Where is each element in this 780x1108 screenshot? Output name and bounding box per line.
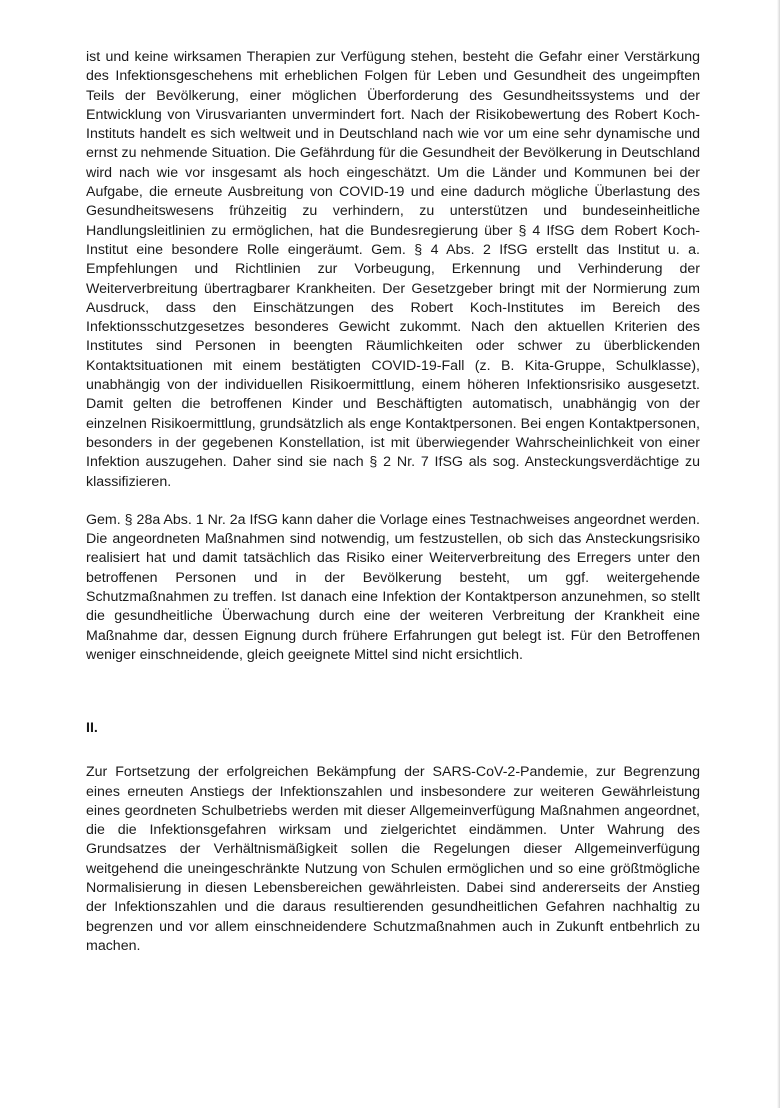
section-heading: II. <box>86 720 98 737</box>
body-paragraph: Gem. § 28a Abs. 1 Nr. 2a IfSG kann daher die Vorlage eines Testnachweises angeordnet werden. Die angeordneten Maßnahmen sind notwendig, um festzustellen, ob sich das Ansteckungsrisiko realisiert hat und damit tatsächlich das Risiko einer Weiterverbreitung des Erregers unter den betroffenen Personen und in der Bevölkerung besteht, um ggf. weitergehende Schutzmaßnahmen zu treffen. Ist danach eine Infektion der Kontaktperson anzunehmen, so stellt die gesundheitliche Überwachung durch eine der weiteren Verbreitung der Krankheit eine Maßnahme dar, dessen Eignung durch frühere Erfahrungen gut belegt ist. Für den Betroffenen weniger einschneidende, gleich geeignete Mittel sind nicht ersichtlich. <box>86 511 700 663</box>
body-paragraph: ist und keine wirksamen Therapien zur Verfügung stehen, besteht die Gefahr einer Verstärkung des Infektionsgeschehens mit erheblichen Folgen für Leben und Gesundheit des ungeimpften Teils der Bevölkerung, einer möglichen Überforderung des Gesundheitssystems und der Entwicklung von Virusvarianten unvermindert fort. Nach der Risikobewertung des Robert Koch-Instituts handelt es sich weltweit und in Deutschland nach wie vor um eine sehr dynamische und ernst zu nehmende Situation. Die Gefährdung für die Gesundheit der Bevölkerung in Deutschland wird nach wie vor insgesamt als hoch eingeschätzt. Um die Länder und Kommunen bei der Aufgabe, die erneute Ausbreitung von COVID-19 und eine dadurch mögliche Überlastung des Gesundheitswesens frühzeitig zu verhindern, zu unterstützen und bundeseinheitliche Handlungsleitlinien zu ermöglichen, hat die Bundesregierung über § 4 IfSG dem Robert Koch-Institut eine besondere Rolle eingeräumt. Gem. § 4 Abs. 2 IfSG erstellt das Institut u. a. Empfehlungen und Richtlinien zur Vorbeugung, Erkennung und Verhinderung der Weiterverbreitung übertragbarer Krankheiten. Der Gesetzgeber bringt mit der Normierung zum Ausdruck, dass den Einschätzungen des Robert Koch-Institutes im Bereich des Infektionsschutzgesetzes besonderes Gewicht zukommt. Nach den aktuellen Kriterien des Institutes sind Personen in beengten Räumlichkeiten oder schwer zu überblickenden Kontaktsituationen mit einem bestätigten COVID-19-Fall (z. B. Kita-Gruppe, Schulklasse), unabhängig von der individuellen Risikoermittlung, einem höheren Infektionsrisiko ausgesetzt. Damit gelten die betroffenen Kinder und Beschäftigten automatisch, unabhängig von der einzelnen Risikoermittlung, grundsätzlich als enge Kontaktpersonen. Bei engen Kontaktpersonen, besonders in der gegebenen Konstellation, ist mit überwiegender Wahrscheinlichkeit von einer Infektion auszugehen. Daher sind sie nach § 2 Nr. 7 IfSG als sog. Ansteckungsverdächtige zu klassifizieren. <box>86 49 700 490</box>
document-body <box>86 48 700 956</box>
body-paragraph: Zur Fortsetzung der erfolgreichen Bekämpfung der SARS-CoV-2-Pandemie, zur Begrenzung eines erneuten Anstiegs der Infektionszahlen und insbesondere zur weiteren Gewährleistung eines geordneten Schulbetriebs werden mit dieser Allgemeinverfügung Maßnahmen angeordnet, die die Infektionsgefahren wirksam und zielgerichtet eindämmen. Unter Wahrung des Grundsatzes der Verhältnismäßigkeit sollen die Regelungen dieser Allgemeinverfügung weitgehend die uneingeschränkte Nutzung von Schulen ermöglichen und so eine größtmögliche Normalisierung in diesen Lebensbereichen gewährleisten. Dabei sind andererseits der Anstieg der Infektionszahlen und die daraus resultierenden gesundheitlichen Gefahren nachhaltig zu begrenzen und vor allem einschneidendere Schutzmaßnahmen auch in Zukunft entbehrlich zu machen. <box>86 764 700 954</box>
